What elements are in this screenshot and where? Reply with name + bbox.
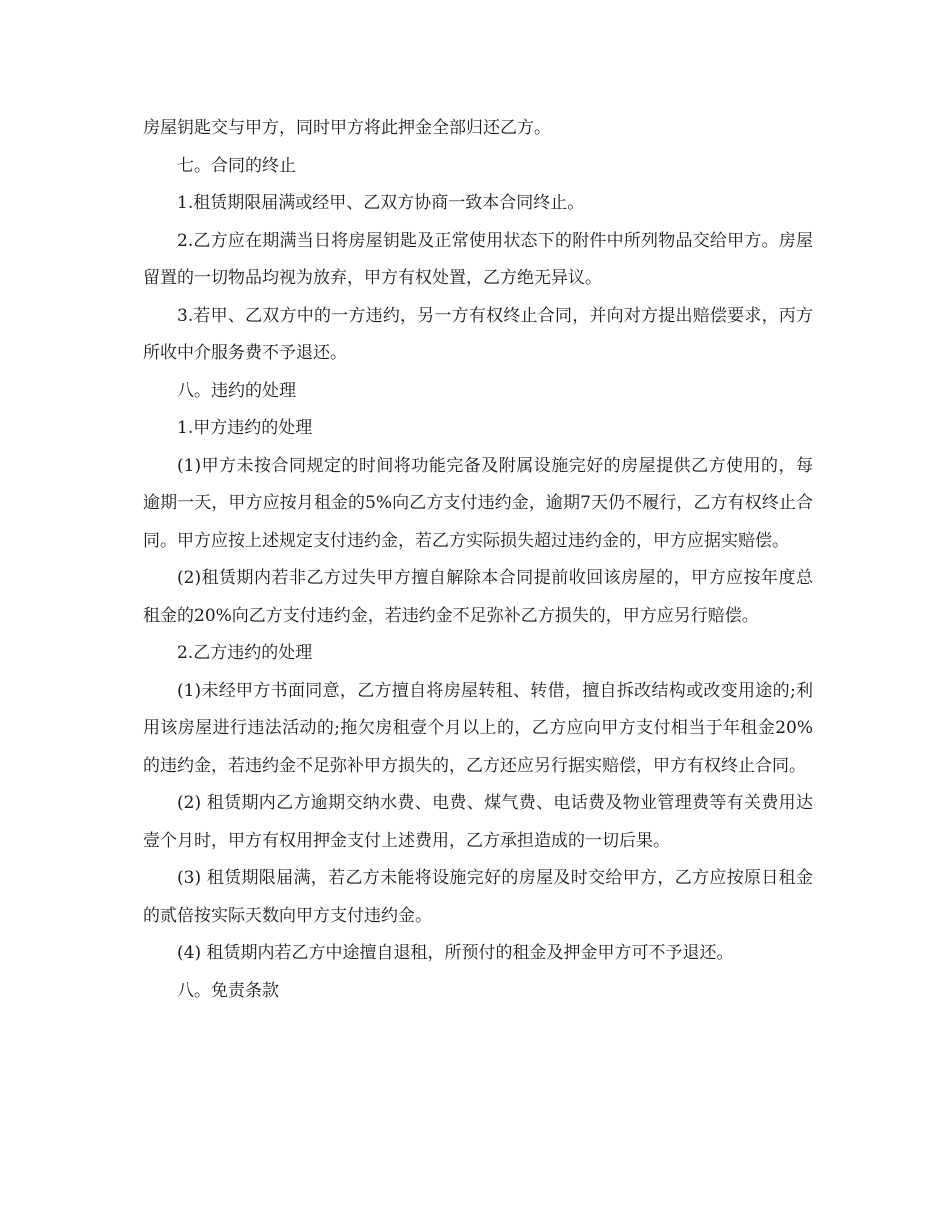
clause-termination-3: 3.若甲、乙双方中的一方违约，另一方有权终止合同，并向对方提出赔偿要求，丙方所收中介服务费不予退还。 (143, 305, 813, 363)
section-heading-breach: 八。违约的处理 (177, 380, 296, 401)
subheading-party-b-breach: 2.乙方违约的处理 (177, 643, 313, 663)
subheading-party-a-breach: 1.甲方违约的处理 (177, 418, 313, 438)
clause-party-b-breach-2: (2) 租赁期内乙方逾期交纳水费、电费、煤气费、电话费及物业管理费等有关费用达壹个月时，甲方有权用押金支付上述费用，乙方承担造成的一切后果。 (143, 793, 813, 851)
clause-party-b-breach-1: (1)未经甲方书面同意，乙方擅自将房屋转租、转借，擅自拆改结构或改变用途的;利用该房屋进行违法活动的;拖欠房租壹个月以上的，乙方应向甲方支付相当于年租金20%的违约金，若违约金不足弥补甲方损失的，乙方还应另行据实赔偿，甲方有权终止合同。 (143, 680, 813, 776)
clause-party-a-breach-2: (2)租赁期内若非乙方过失甲方擅自解除本合同提前收回该房屋的，甲方应按年度总租金的20%向乙方支付违约金，若违约金不足弥补乙方损失的，甲方应另行赔偿。 (143, 568, 813, 626)
clause-termination-1: 1.租赁期限届满或经甲、乙双方协商一致本合同终止。 (177, 193, 585, 213)
clause-party-b-breach-4: (4) 租赁期内若乙方中途擅自退租，所预付的租金及押金甲方可不予退还。 (177, 943, 734, 963)
paragraph-key-return: 房屋钥匙交与甲方，同时甲方将此押金全部归还乙方。 (143, 118, 551, 138)
clause-termination-2: 2.乙方应在期满当日将房屋钥匙及正常使用状态下的附件中所列物品交给甲方。房屋留置的一切物品均视为放弃，甲方有权处置，乙方绝无异议。 (143, 230, 813, 288)
document-body (143, 110, 813, 1010)
section-heading-exemption: 八。免责条款 (177, 980, 279, 1001)
clause-party-b-breach-3: (3) 租赁期限届满，若乙方未能将设施完好的房屋及时交给甲方，乙方应按原日租金的贰倍按实际天数向甲方支付违约金。 (143, 868, 813, 926)
clause-party-a-breach-1: (1)甲方未按合同规定的时间将功能完备及附属设施完好的房屋提供乙方使用的，每逾期一天，甲方应按月租金的5%向乙方支付违约金，逾期7天仍不履行，乙方有权终止合同。甲方应按上述规定支付违约金，若乙方实际损失超过违约金的，甲方应据实赔偿。 (143, 455, 813, 551)
section-heading-termination: 七。合同的终止 (177, 155, 296, 176)
